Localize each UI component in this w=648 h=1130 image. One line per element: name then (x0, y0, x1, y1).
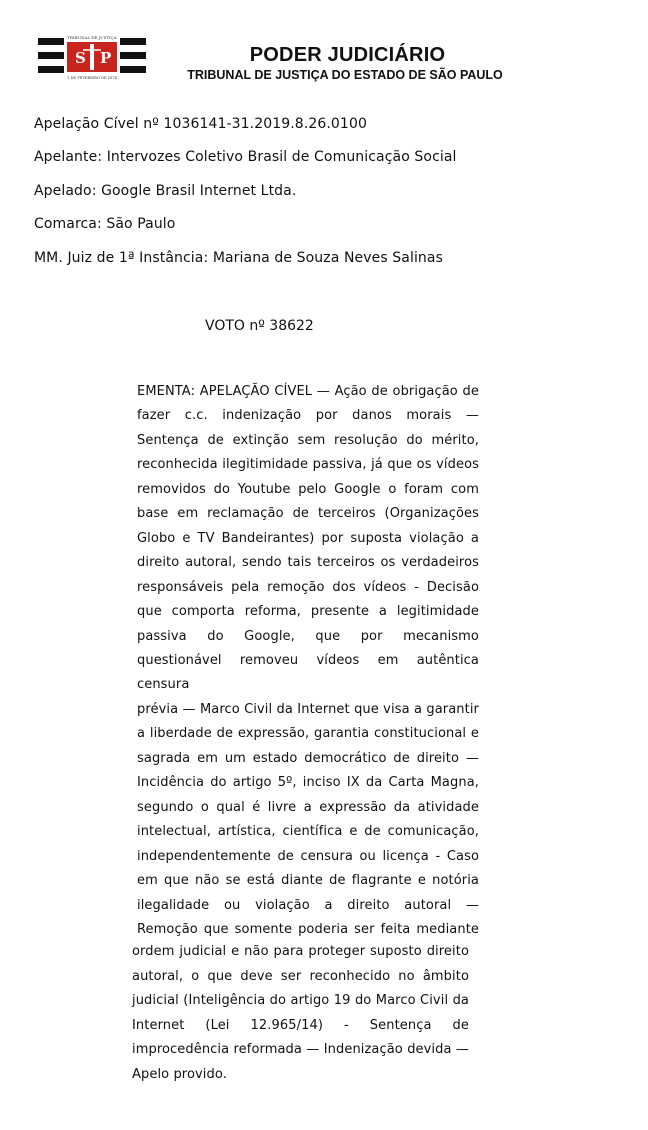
svg-text:TRIBUNAL DE JUSTIÇA: TRIBUNAL DE JUSTIÇA (67, 35, 117, 40)
ementa-line: reconhecida ilegitimidade passiva, já que os vídeos (137, 457, 479, 473)
ementa-line: independentemente de censura ou licença - Caso (137, 848, 479, 864)
ementa-line: direito autoral, sendo tais terceiros os verdadeiros (137, 555, 479, 571)
appeal-number: Apelação Cível nº 1036141-31.2019.8.26.0100 (34, 116, 367, 132)
appellant: Apelante: Intervozes Coletivo Brasil de Comunicação Social (34, 149, 457, 165)
ementa-line: que comporta reforma, presente a legitimidade (137, 604, 479, 620)
ementa-line: prévia — Marco Civil da Internet que visa a garantir (137, 701, 479, 717)
ementa-line: Incidência do artigo 5º, inciso IX da Carta Magna, (137, 775, 479, 791)
ementa-line: Sentença de extinção sem resolução do mérito, (137, 432, 479, 448)
ementa-continuation: ordem judicial e não para proteger suposto direito autoral, o que deve ser reconhecido no âmbito judicial (Inteligência do artigo 19 do Marco Civil da Internet (Lei 12.965/14) - Sentença de improcedência reformada — Indenização devida — Apelo provido. (132, 944, 469, 1082)
ementa-line: intelectual, artística, científica e de comunicação, (137, 824, 479, 840)
svg-text:P: P (100, 49, 112, 67)
ementa-line: passiva do Google, que por mecanismo (137, 628, 479, 644)
court-name-subtitle: TRIBUNAL DE JUSTIÇA DO ESTADO DE SÃO PAULO (187, 68, 503, 82)
district: Comarca: São Paulo (34, 216, 176, 232)
page-title: PODER JUDICIÁRIO (249, 44, 446, 66)
vote-number: VOTO nº 38622 (205, 318, 314, 334)
ementa-line: a liberdade de expressão, garantia constitucional e (137, 726, 479, 742)
ementa-line: questionável removeu vídeos em autêntica censura (137, 652, 479, 693)
ementa-line: responsáveis pela remoção dos vídeos - Decisão (137, 579, 479, 595)
svg-text:1 DE FEVEREIRO DE 1874: 1 DE FEVEREIRO DE 1874 (67, 76, 117, 80)
ementa-line: segundo o qual é livre a expressão da atividade (137, 799, 479, 815)
court-seal-logo (38, 30, 146, 84)
ementa-line: EMENTA: APELAÇÃO CÍVEL — Ação de obrigação de (137, 384, 479, 399)
first-instance-judge: MM. Juiz de 1ª Instância: Mariana de Souza Neves Salinas (34, 250, 443, 266)
svg-text:S: S (75, 49, 86, 67)
ementa-line: fazer c.c. indenização por danos morais — (137, 408, 479, 424)
ementa-line: Remoção que somente poderia ser feita mediante (137, 921, 479, 937)
ementa-line: em que não se está diante de flagrante e notória (137, 873, 479, 889)
ementa-line: base em reclamação de terceiros (Organizações (137, 506, 479, 522)
ementa-line: ilegalidade ou violação a direito autoral — (137, 897, 479, 913)
ementa-block (137, 380, 479, 942)
ementa-line: sagrada em um estado democrático de direito — (137, 750, 479, 766)
ementa-line: removidos do Youtube pelo Google o foram com (137, 481, 479, 497)
ementa-line: Globo e TV Bandeirantes) por suposta violação a (137, 530, 479, 546)
appellee: Apelado: Google Brasil Internet Ltda. (34, 183, 297, 199)
